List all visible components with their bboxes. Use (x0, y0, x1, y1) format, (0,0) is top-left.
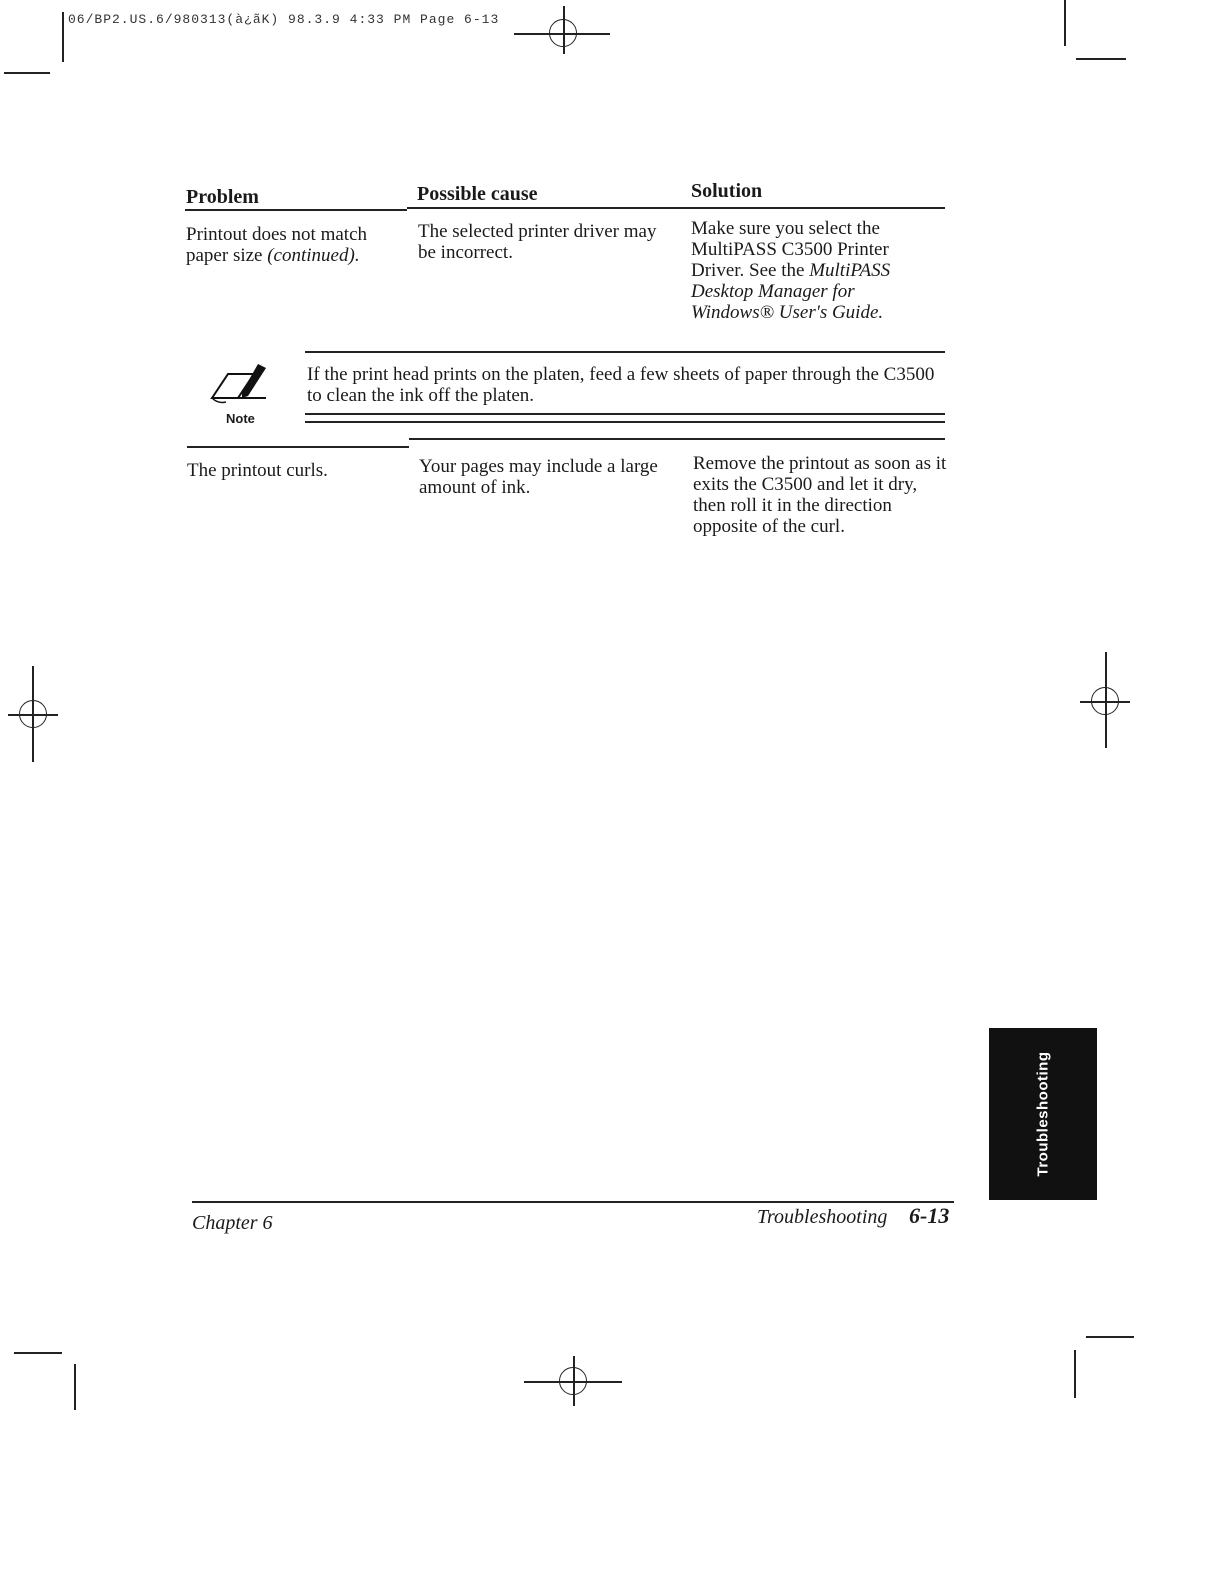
row1-solution: Make sure you select the MultiPASS C3500 Printer Driver. See the MultiPASS Desktop Manager for Windows® User's Guide. (691, 218, 891, 323)
footer-section: Troubleshooting (757, 1206, 888, 1228)
footer-rule (192, 1201, 954, 1203)
header-solution: Solution (691, 180, 763, 202)
header-rule (407, 207, 945, 209)
crop-mark (1076, 58, 1126, 60)
crop-mark (62, 12, 64, 62)
note-rule-bottom (305, 421, 945, 423)
footer-chapter: Chapter 6 (192, 1212, 273, 1234)
row2-problem: The printout curls. (187, 460, 328, 481)
note-text: If the print head prints on the platen, feed a few sheets of paper through the C3500 to clean the ink off the platen. (307, 364, 935, 406)
row1-problem: Printout does not match paper size (continued). (186, 224, 368, 266)
row-rule (409, 438, 945, 440)
crop-mark (1064, 0, 1066, 46)
side-tab-label: Troubleshooting (1034, 1051, 1052, 1177)
crop-mark (4, 72, 50, 74)
row2-solution: Remove the printout as soon as it exits the C3500 and let it dry, then roll it in the direction opposite of the curl. (693, 453, 947, 537)
crop-mark (74, 1364, 76, 1410)
crop-mark (1086, 1336, 1134, 1338)
section-side-tab (989, 1028, 1097, 1200)
note-pencil-icon (208, 362, 272, 408)
print-slug-line: 06/BP2.US.6/980313(à¿ãK) 98.3.9 4:33 PM Page 6-13 (68, 12, 500, 27)
note-rule-bottom (305, 413, 945, 415)
row1-cause: The selected printer driver may be incorrect. (418, 221, 657, 263)
crop-mark (14, 1352, 62, 1354)
header-problem: Problem (186, 186, 259, 208)
note-label: Note (226, 411, 255, 426)
crop-mark (1074, 1350, 1076, 1398)
header-rule (185, 209, 407, 211)
row2-cause: Your pages may include a large amount of ink. (419, 456, 658, 498)
header-possible-cause: Possible cause (417, 183, 538, 205)
footer-page-number: 6-13 (909, 1203, 950, 1228)
note-rule-top (305, 351, 945, 353)
row-rule (187, 446, 409, 448)
